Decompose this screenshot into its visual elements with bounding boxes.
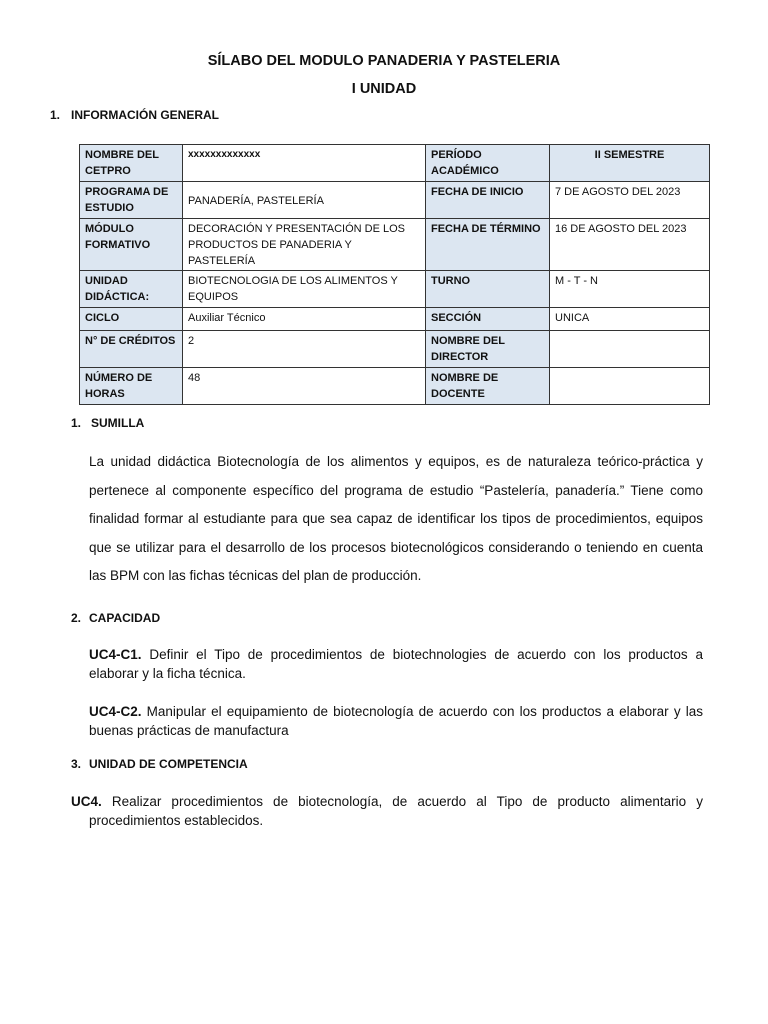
section-number: 3.: [71, 757, 82, 771]
cell-value: BIOTECNOLOGIA DE LOS ALIMENTOS Y EQUIPOS: [183, 271, 426, 308]
cell-label: UNIDAD DIDÁCTICA:: [80, 271, 183, 308]
cell-value: II SEMESTRE: [550, 145, 710, 182]
cell-label: SECCIÓN: [426, 308, 550, 331]
section-label: UNIDAD DE COMPETENCIA: [89, 757, 248, 771]
cell-value: DECORACIÓN Y PRESENTACIÓN DE LOS PRODUCTOS DE PANADERIA Y PASTELERÍA: [183, 219, 426, 271]
section-capacidad-heading: [71, 611, 160, 625]
cell-value: M - T - N: [550, 271, 710, 308]
capacidad-item: [89, 645, 703, 683]
capacidad-code: UC4-C1.: [89, 647, 142, 662]
cell-value: 48: [183, 368, 426, 405]
cell-label: PROGRAMA DE ESTUDIO: [80, 182, 183, 219]
table-row: [80, 331, 710, 368]
cell-value: 16 DE AGOSTO DEL 2023: [550, 219, 710, 271]
table-row: [80, 308, 710, 331]
table-row: [80, 182, 710, 219]
cell-label: FECHA DE TÉRMINO: [426, 219, 550, 271]
cell-value: xxxxxxxxxxxxx: [183, 145, 426, 182]
capacidad-code: UC4-C2.: [89, 704, 142, 719]
table-row: [80, 368, 710, 405]
section-sumilla-heading: [71, 416, 144, 430]
general-info-table: [79, 144, 710, 405]
section-label: SUMILLA: [91, 416, 145, 430]
cell-value: Auxiliar Técnico: [183, 308, 426, 331]
cell-label: FECHA DE INICIO: [426, 182, 550, 219]
cell-label: CICLO: [80, 308, 183, 331]
cell-value: UNICA: [550, 308, 710, 331]
table-row: [80, 219, 710, 271]
table-row: [80, 271, 710, 308]
cell-label: NÚMERO DE HORAS: [80, 368, 183, 405]
capacidad-text: Manipular el equipamiento de biotecnología de acuerdo con los productos a elaborar y las buenas prácticas de manufactura: [89, 704, 703, 738]
competencia-code: UC4.: [71, 794, 102, 809]
unit-title: I UNIDAD: [351, 81, 417, 97]
competencia-text: Realizar procedimientos de biotecnología, de acuerdo al Tipo de producto alimentario y procedimientos establecidos.: [89, 794, 703, 828]
cell-value: [550, 368, 710, 405]
document-title: SÍLABO DEL MODULO PANADERIA Y PASTELERIA: [207, 53, 561, 69]
cell-value: 2: [183, 331, 426, 368]
cell-label: MÓDULO FORMATIVO: [80, 219, 183, 271]
cell-value: PANADERÍA, PASTELERÍA: [183, 182, 426, 219]
sumilla-paragraph: La unidad didáctica Biotecnología de los alimentos y equipos, es de naturaleza teórico-práctica y pertenece al componente específico del programa de estudio “Pastelería, panadería.” Tiene como finalidad formar al estudiante para que sea capaz de identificar los tipos de procedimientos, equipos que se utilizar para el desarrollo de los procesos biotecnológicos considerando o teniendo en cuenta las BPM con las fichas técnicas del plan de producción.: [89, 454, 703, 583]
capacidad-text: Definir el Tipo de procedimientos de biotechnologies de acuerdo con los productos a elaborar y la ficha técnica.: [89, 647, 703, 681]
capacidad-item: [89, 702, 703, 740]
section-number: 1.: [50, 108, 61, 122]
table-row: [80, 145, 710, 182]
cell-label: TURNO: [426, 271, 550, 308]
section-competencia-heading: [71, 757, 248, 771]
cell-label: PERÍODO ACADÉMICO: [426, 145, 550, 182]
cell-label: NOMBRE DE DOCENTE: [426, 368, 550, 405]
section-info-heading: [50, 108, 219, 122]
cell-label: N° DE CRÉDITOS: [80, 331, 183, 368]
cell-label: NOMBRE DEL CETPRO: [80, 145, 183, 182]
section-label: INFORMACIÓN GENERAL: [71, 108, 219, 122]
cell-label: NOMBRE DEL DIRECTOR: [426, 331, 550, 368]
section-label: CAPACIDAD: [89, 611, 161, 625]
cell-value: [550, 331, 710, 368]
competencia-item: [71, 792, 703, 830]
cell-value: 7 DE AGOSTO DEL 2023: [550, 182, 710, 219]
section-number: 1.: [71, 416, 82, 430]
section-number: 2.: [71, 611, 82, 625]
